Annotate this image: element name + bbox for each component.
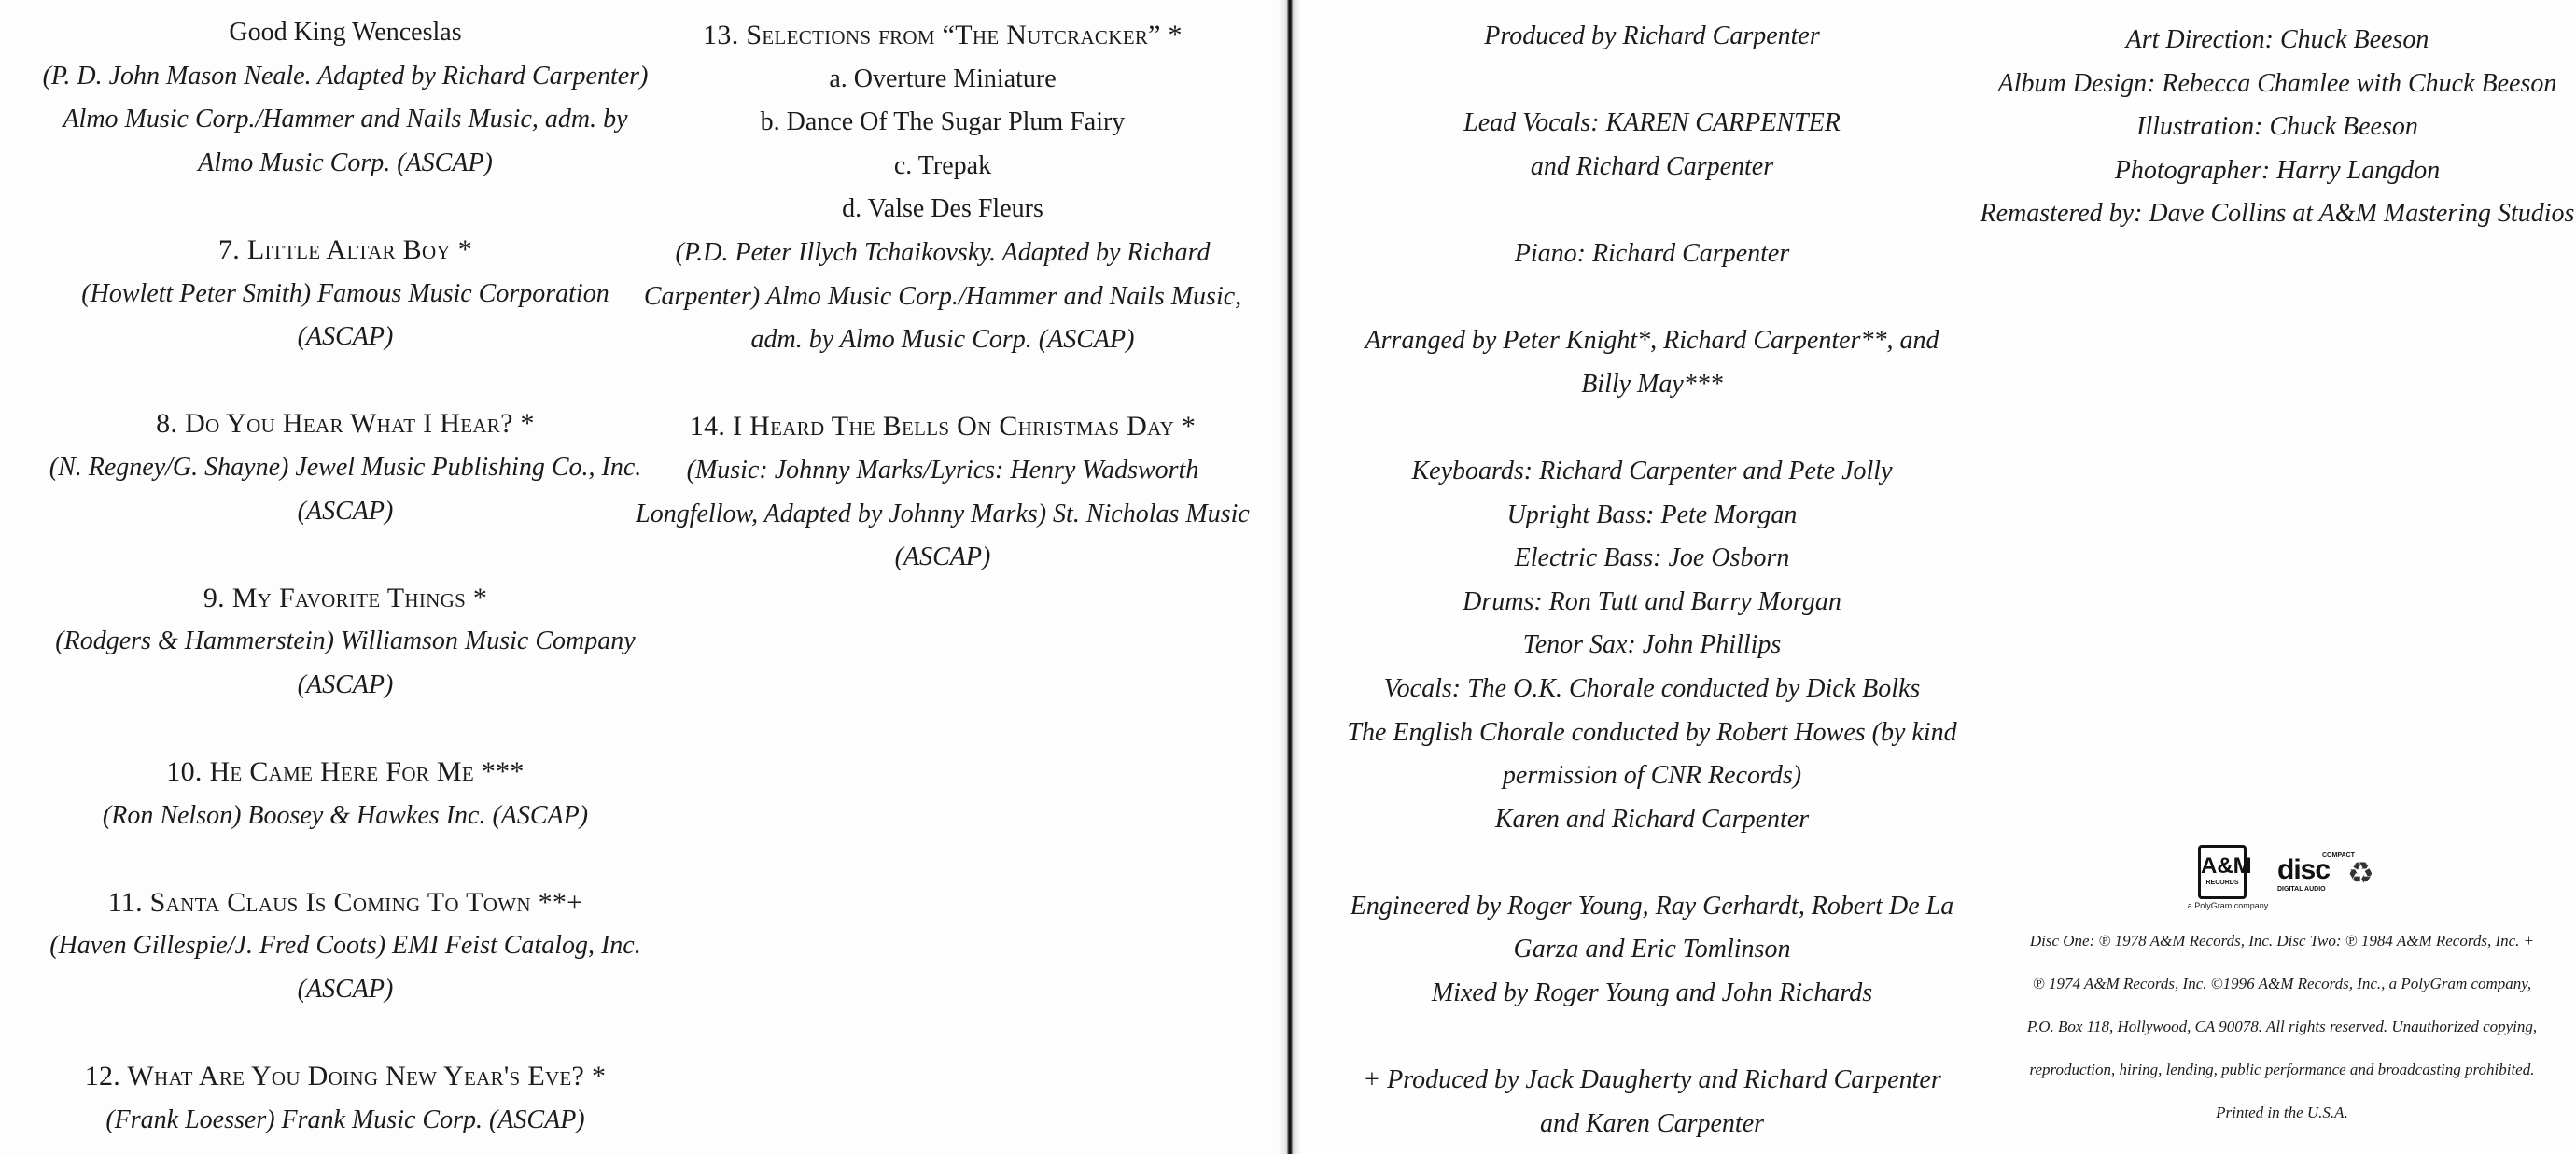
track-title [0, 1055, 691, 1099]
polygram-caption: a PolyGram company [2187, 901, 2269, 910]
credit-line: and Richard Carpenter [1530, 151, 1774, 181]
legal-line: reproduction, hiring, lending, public performance and broadcasting prohibited. [2029, 1061, 2535, 1078]
credit-line: Arranged by Peter Knight*, Richard Carpenter**, and [1365, 326, 1939, 356]
credit-line: Garza and Eric Tomlinson [1513, 935, 1791, 964]
spacer [0, 1012, 691, 1056]
track-line: b. Dance Of The Sugar Plum Fairy [760, 107, 1126, 137]
spacer [1344, 1016, 1960, 1060]
track-title-text: 13. Selections from “The Nutcracker” * [703, 20, 1183, 50]
legal-line: Disc One: ℗ 1978 A&M Records, Inc. Disc Two: ℗ 1984 A&M Records, Inc. + [2029, 932, 2535, 950]
am-logo-sub: RECORDS [2205, 880, 2239, 886]
spacer [0, 533, 691, 577]
credit-line: (Rodgers & Hammerstein) Williamson Music Company [55, 626, 636, 656]
credit-line: Carpenter) Almo Music Corp./Hammer and Nails Music, [643, 281, 1242, 311]
credit-line: Engineered by Roger Young, Ray Gerhardt, Robert De La [1350, 891, 1954, 921]
track-credits-column-1 [0, 11, 691, 1142]
credit-line: (P.D. Peter Illych Tchaikovsky. Adapted by Richard [675, 237, 1211, 267]
recycle-icon: ♻ [2347, 855, 2374, 891]
credit-line: (Frank Loesser) Frank Music Corp. (ASCAP) [105, 1105, 585, 1134]
credit-line: Electric Bass: Joe Osborn [1514, 543, 1790, 573]
track-line: d. Valse Des Fleurs [842, 194, 1043, 224]
credit-line: Produced by Richard Carpenter [1484, 21, 1820, 50]
credit-line: Almo Music Corp. (ASCAP) [198, 148, 493, 177]
spacer [0, 708, 691, 752]
credit-line: (Howlett Peter Smith) Famous Music Corporation [81, 278, 609, 308]
am-logo-text: A&M [2201, 853, 2252, 879]
credit-line: (ASCAP) [297, 975, 394, 1005]
production-credits-column [1344, 15, 1960, 1146]
spacer [1344, 59, 1960, 103]
track-title [0, 577, 691, 621]
compact-disc-logo [2277, 852, 2355, 893]
track-title-text: 14. I Heard The Bells On Christmas Day * [689, 411, 1197, 443]
track-title-text: 12. What Are You Doing New Year's Eve? * [84, 1061, 607, 1092]
credit-line: Remastered by: Dave Collins at A&M Mastering Studios [1980, 199, 2575, 229]
spacer [1344, 406, 1960, 450]
track-title-text: 11. Santa Claus Is Coming To Town **+ [107, 886, 583, 918]
credit-line: Piano: Richard Carpenter [1514, 238, 1790, 268]
credit-line: (Music: Johnny Marks/Lyrics: Henry Wadsworth [686, 455, 1199, 485]
credit-line: Lead Vocals: KAREN CARPENTER [1463, 108, 1841, 138]
legal-line: ℗ 1974 A&M Records, Inc. ©1996 A&M Records, Inc., a PolyGram company, [2032, 975, 2532, 992]
track-title [0, 751, 691, 795]
label-logos [2187, 845, 2385, 920]
credit-line: Billy May*** [1581, 369, 1723, 399]
credit-line: adm. by Almo Music Corp. (ASCAP) [750, 325, 1135, 355]
track-title-text: 8. Do You Hear What I Hear? * [156, 408, 535, 440]
credit-line: + Produced by Jack Daugherty and Richard Carpenter [1363, 1065, 1941, 1095]
legal-notice [1988, 920, 2576, 1134]
credit-line: Photographer: Harry Langdon [2114, 155, 2441, 185]
track-title [625, 14, 1260, 58]
credit-line: Vocals: The O.K. Chorale conducted by Dick Bolks [1383, 673, 1921, 703]
disc-logo-top: COMPACT [2322, 852, 2355, 859]
credit-line: Mixed by Roger Young and John Richards [1431, 978, 1873, 1008]
track-credits-column-2 [625, 14, 1260, 580]
credit-line: (ASCAP) [297, 669, 394, 699]
track-title-text: 10. He Came Here For Me *** [166, 756, 525, 788]
track-title [0, 229, 691, 273]
track-line: Good King Wenceslas [229, 18, 462, 47]
disc-logo-bottom: DIGITAL AUDIO [2277, 886, 2326, 893]
credit-line: Almo Music Corp./Hammer and Nails Music, adm. by [63, 105, 628, 134]
credit-line: and Karen Carpenter [1539, 1108, 1765, 1138]
credit-line: Drums: Ron Tutt and Barry Morgan [1463, 586, 1841, 616]
spacer [0, 185, 691, 229]
am-records-logo [2198, 845, 2252, 899]
spacer [0, 359, 691, 403]
spacer [1344, 841, 1960, 885]
credit-line: Illustration: Chuck Beeson [2136, 112, 2418, 142]
credit-line: (N. Regney/G. Shayne) Jewel Music Publishing Co., Inc. [49, 452, 642, 482]
design-credits-column [1979, 19, 2576, 236]
credit-line: (Haven Gillespie/J. Fred Coots) EMI Feist Catalog, Inc. [49, 931, 641, 961]
credit-line: Keyboards: Richard Carpenter and Pete Jolly [1411, 456, 1893, 486]
track-line: c. Trepak [893, 150, 992, 180]
credit-line: Upright Bass: Pete Morgan [1506, 500, 1798, 529]
credit-line: (Ron Nelson) Boosey & Hawkes Inc. (ASCAP) [102, 800, 589, 830]
track-title-text: 7. Little Altar Boy * [218, 233, 472, 265]
legal-line: P.O. Box 118, Hollywood, CA 90078. All rights reserved. Unauthorized copying, [2026, 1018, 2538, 1035]
spacer [1344, 189, 1960, 232]
credit-line: Karen and Richard Carpenter [1494, 804, 1810, 834]
spacer [625, 362, 1260, 406]
legal-line: Printed in the U.S.A. [2216, 1104, 2348, 1121]
track-title [625, 405, 1260, 449]
credit-line: (ASCAP) [297, 496, 394, 526]
track-title-text: 9. My Favorite Things * [203, 582, 488, 613]
disc-logo-text: disc [2277, 854, 2331, 885]
track-title [0, 402, 691, 446]
track-title [0, 881, 691, 925]
track-line: a. Overture Miniature [829, 63, 1057, 93]
credit-line: Art Direction: Chuck Beeson [2125, 25, 2429, 54]
credit-line: Album Design: Rebecca Chamlee with Chuck Beeson [1997, 68, 2557, 98]
spacer [1344, 276, 1960, 320]
credit-line: (ASCAP) [297, 322, 394, 352]
spacer [0, 837, 691, 881]
credit-line: (P. D. John Mason Neale. Adapted by Richard Carpenter) [42, 61, 649, 91]
credit-line: The English Chorale conducted by Robert Howes (by kind [1347, 717, 1957, 747]
credit-line: (ASCAP) [894, 542, 991, 572]
credit-line: Tenor Sax: John Phillips [1522, 630, 1782, 660]
credit-line: Longfellow, Adapted by Johnny Marks) St. Nicholas Music [636, 499, 1250, 528]
booklet-fold [1279, 0, 1301, 1154]
credit-line: permission of CNR Records) [1502, 761, 1802, 791]
